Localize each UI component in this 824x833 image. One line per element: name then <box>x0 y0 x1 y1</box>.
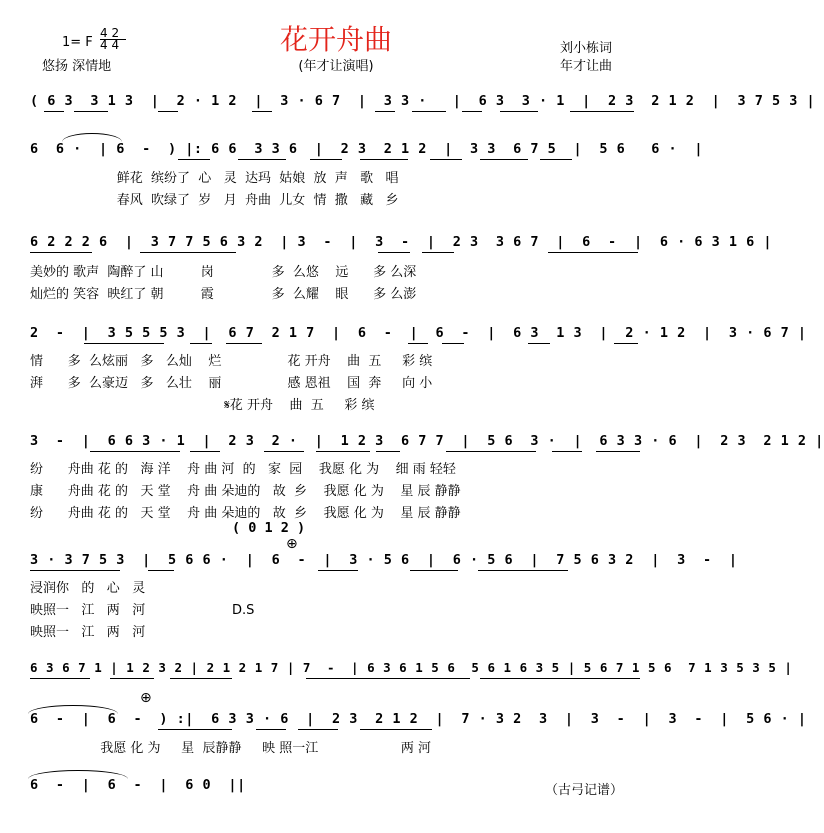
lyricist: 刘小栋词 <box>560 41 613 56</box>
underline-row-8 <box>30 729 640 733</box>
score-line-9: 6 - | 6 - | 6 0 || <box>30 777 246 793</box>
underline-row-1 <box>30 111 640 115</box>
lyrics-line-4-verse-3: 𝄋花 开舟 曲 五 彩 缤 <box>30 398 375 413</box>
time-signature-bottom: 4 4 <box>100 38 120 52</box>
score-line-6: 3 · 3 7 5 3 | 5 6 6 · | 6 - | 3 · 5 6 | 6 · 5 6 | 7 5 6 3 2 | 3 - | <box>30 552 738 568</box>
underline-row-6 <box>30 570 640 574</box>
time-signature-top: 4 2 <box>100 26 120 40</box>
lyrics-line-8-verse-1: 我愿 化 为 星 辰静静 映 照一江 两 河 <box>30 741 432 756</box>
performer: (年才让演唱) <box>298 59 374 74</box>
lyrics-line-5-verse-2: 康 舟曲 花 的 天 堂 舟 曲 朵迪的 故 乡 我愿 化 为 星 辰 静静 <box>30 484 461 499</box>
composer: 年才让曲 <box>560 59 613 74</box>
score-line-7: 6 3 6 7 1 | 1 2 3 2 | 2 1 2 1 7 | 7 - | 6 3 6 1 5 6 5 6 1 6 3 5 | 5 6 7 1 5 6 7 1 3 5 3 5 | <box>30 660 793 675</box>
tempo-marking: 悠扬 深情地 <box>42 59 112 74</box>
lyrics-line-4-verse-1: 情 多 么炫丽 多 么灿 烂 花 开舟 曲 五 彩 缤 <box>30 354 433 369</box>
lyrics-line-5-verse-3: 纷 舟曲 花 的 天 堂 舟 曲 朵迪的 故 乡 我愿 化 为 星 辰 静静 <box>30 506 461 521</box>
song-title: 花开舟曲 <box>279 23 392 56</box>
underline-row-7 <box>30 678 640 682</box>
lyrics-line-4-verse-2: 湃 多 么豪迈 多 么壮 丽 感 恩祖 国 奔 向 小 <box>30 376 433 391</box>
score-line-4: 2 - | 3 5 5 5 3 | 6 7 2 1 7 | 6 - | 6 - | 6 3 1 3 | 2 · 1 2 | 3 · 6 7 | <box>30 325 807 341</box>
lyrics-line-2-verse-1: 鲜花 缤纷了 心 灵 达玛 姑娘 放 声 歌 唱 <box>30 171 399 186</box>
coda-sign-2: ⊕ <box>140 690 152 706</box>
lyrics-line-6-verse-3: 映照一 江 两 河 <box>30 625 146 640</box>
lyrics-line-6-verse-2: 映照一 江 两 河 D.S <box>30 603 255 618</box>
lyrics-line-6-verse-1: 浸润你 的 心 灵 <box>30 581 146 596</box>
score-line-8: 6 - | 6 - ) :| 6 3 3 · 6 | 2 3 2 1 2 | 7 · 3 2 3 | 3 - | 3 - | 5 6 · | <box>30 711 807 727</box>
underline-row-2 <box>30 159 640 163</box>
underline-row-3 <box>30 252 640 256</box>
lyrics-line-3-verse-2: 灿烂的 笑容 映红了 朝 霞 多 么耀 眼 多 么澎 <box>30 287 417 302</box>
lyrics-line-5-verse-1: 纷 舟曲 花 的 海 洋 舟 曲 河 的 家 园 我愿 化 为 细 雨 轻轻 <box>30 462 456 477</box>
time-signature <box>100 28 130 51</box>
key-signature: 1= F <box>62 35 93 50</box>
lyrics-line-2-verse-2: 春风 吹绿了 岁 月 舟曲 儿女 情 撒 藏 乡 <box>30 193 399 208</box>
coda-sign: ⊕ <box>286 536 298 552</box>
underline-row-5 <box>30 451 640 455</box>
transcriber-credit: （古弓记谱） <box>545 783 624 798</box>
underline-row-4 <box>30 343 640 347</box>
score-line-3: 6 2 2 2 6 | 3 7 7 5 6 3 2 | 3 - | 3 - | 2 3 3 6 7 | 6 - | 6 · 6 3 1 6 | <box>30 234 772 250</box>
score-line-2: 6 6 · | 6 - ) |: 6 6 3 3 6 | 2 3 2 1 2 | 3 3 6 7 5 | 5 6 6 · | <box>30 141 703 157</box>
score-line-1: ( 6 3 3 1 3 | 2 · 1 2 | 3 · 6 7 | 3 3 · | 6 3 3 · 1 | 2 3 2 1 2 | 3 7 5 3 | <box>30 93 816 109</box>
score-line-5: 3 - | 6 6 3 · 1 | 2 3 2 · | 1 2 3 6 7 7 | 5 6 3 · | 6 3 3 · 6 | 2 3 2 1 2 | <box>30 433 824 449</box>
pickup-notes: ( 0 1 2 ) <box>232 520 306 536</box>
lyrics-line-3-verse-1: 美妙的 歌声 陶醉了 山 岗 多 么悠 远 多 么深 <box>30 265 417 280</box>
